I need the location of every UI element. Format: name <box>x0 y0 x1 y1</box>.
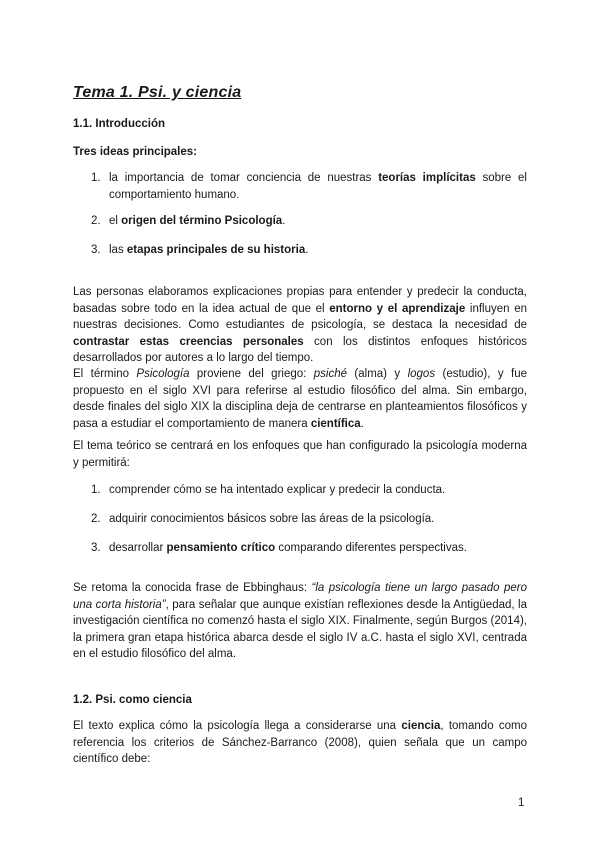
paragraph-ciencia: El texto explica cómo la psicología llega a considerarse una ciencia, tomando como referencia los criterios de Sánchez-Barranco (2008), quien señala que un campo científico debe: <box>73 720 527 765</box>
list-number: 1. <box>91 172 101 184</box>
paragraph-tema-teorico: El tema teórico se centrará en los enfoques que han configurado la psicología moderna y permitirá: <box>73 440 527 469</box>
list-item: 1. la importancia de tomar conciencia de nuestras teorías implícitas sobre el comportamiento humano. <box>91 172 527 201</box>
subheading-tres-ideas: Tres ideas principales: <box>73 146 198 158</box>
section-heading-introduccion: 1.1. Introducción <box>73 118 166 130</box>
list-item: 3. las etapas principales de su historia. <box>91 242 527 259</box>
list-item: 2. adquirir conocimientos básicos sobre las áreas de la psicología. <box>91 511 527 528</box>
paragraph-ebbinghaus: Se retoma la conocida frase de Ebbinghaus: “la psicología tiene un largo pasado pero una corta historia”, para señalar que aunque existían reflexiones desde la Antigüedad, la investigación científica no comenzó hasta el siglo XIX. Finalmente, según Burgos (2014), la primera gran etapa histórica abarca desde el siglo IV a.C. hasta el siglo XVI, centrada en el estudio filosófico del alma. <box>73 582 527 660</box>
list-number: 1. <box>91 484 101 496</box>
list-number: 3. <box>91 244 101 256</box>
list-number: 2. <box>91 215 101 227</box>
page-title: Tema 1. Psi. y ciencia <box>73 84 242 101</box>
paragraph-termino-psicologia: El término Psicología proviene del griego: psiché (alma) y logos (estudio), y fue propuesto en el siglo XVI para referirse al estudio filosófico del alma. Sin embargo, desde finales del siglo XIX la disciplina deja de centrarse en planteamientos filosóficos y pasa a estudiar el comportamiento de manera científica. <box>73 368 527 430</box>
page-number: 1 <box>518 797 525 809</box>
section-heading-psi-ciencia: 1.2. Psi. como ciencia <box>73 694 192 706</box>
paragraph-creencias: Las personas elaboramos explicaciones propias para entender y predecir la conducta, basadas sobre todo en la idea actual de que el entorno y el aprendizaje influyen en nuestras decisiones. Como estudiantes de psicología, se destaca la necesidad de contrastar estas creencias personales con los distintos enfoques históricos desarrollados por autores a lo largo del tiempo. <box>73 286 527 364</box>
list-item: 2. el origen del término Psicología. <box>91 213 527 230</box>
list-number: 3. <box>91 542 101 554</box>
list-item: 1. comprender cómo se ha intentado explicar y predecir la conducta. <box>91 482 527 499</box>
list-item: 3. desarrollar pensamiento crítico comparando diferentes perspectivas. <box>91 540 527 557</box>
list-number: 2. <box>91 513 101 525</box>
